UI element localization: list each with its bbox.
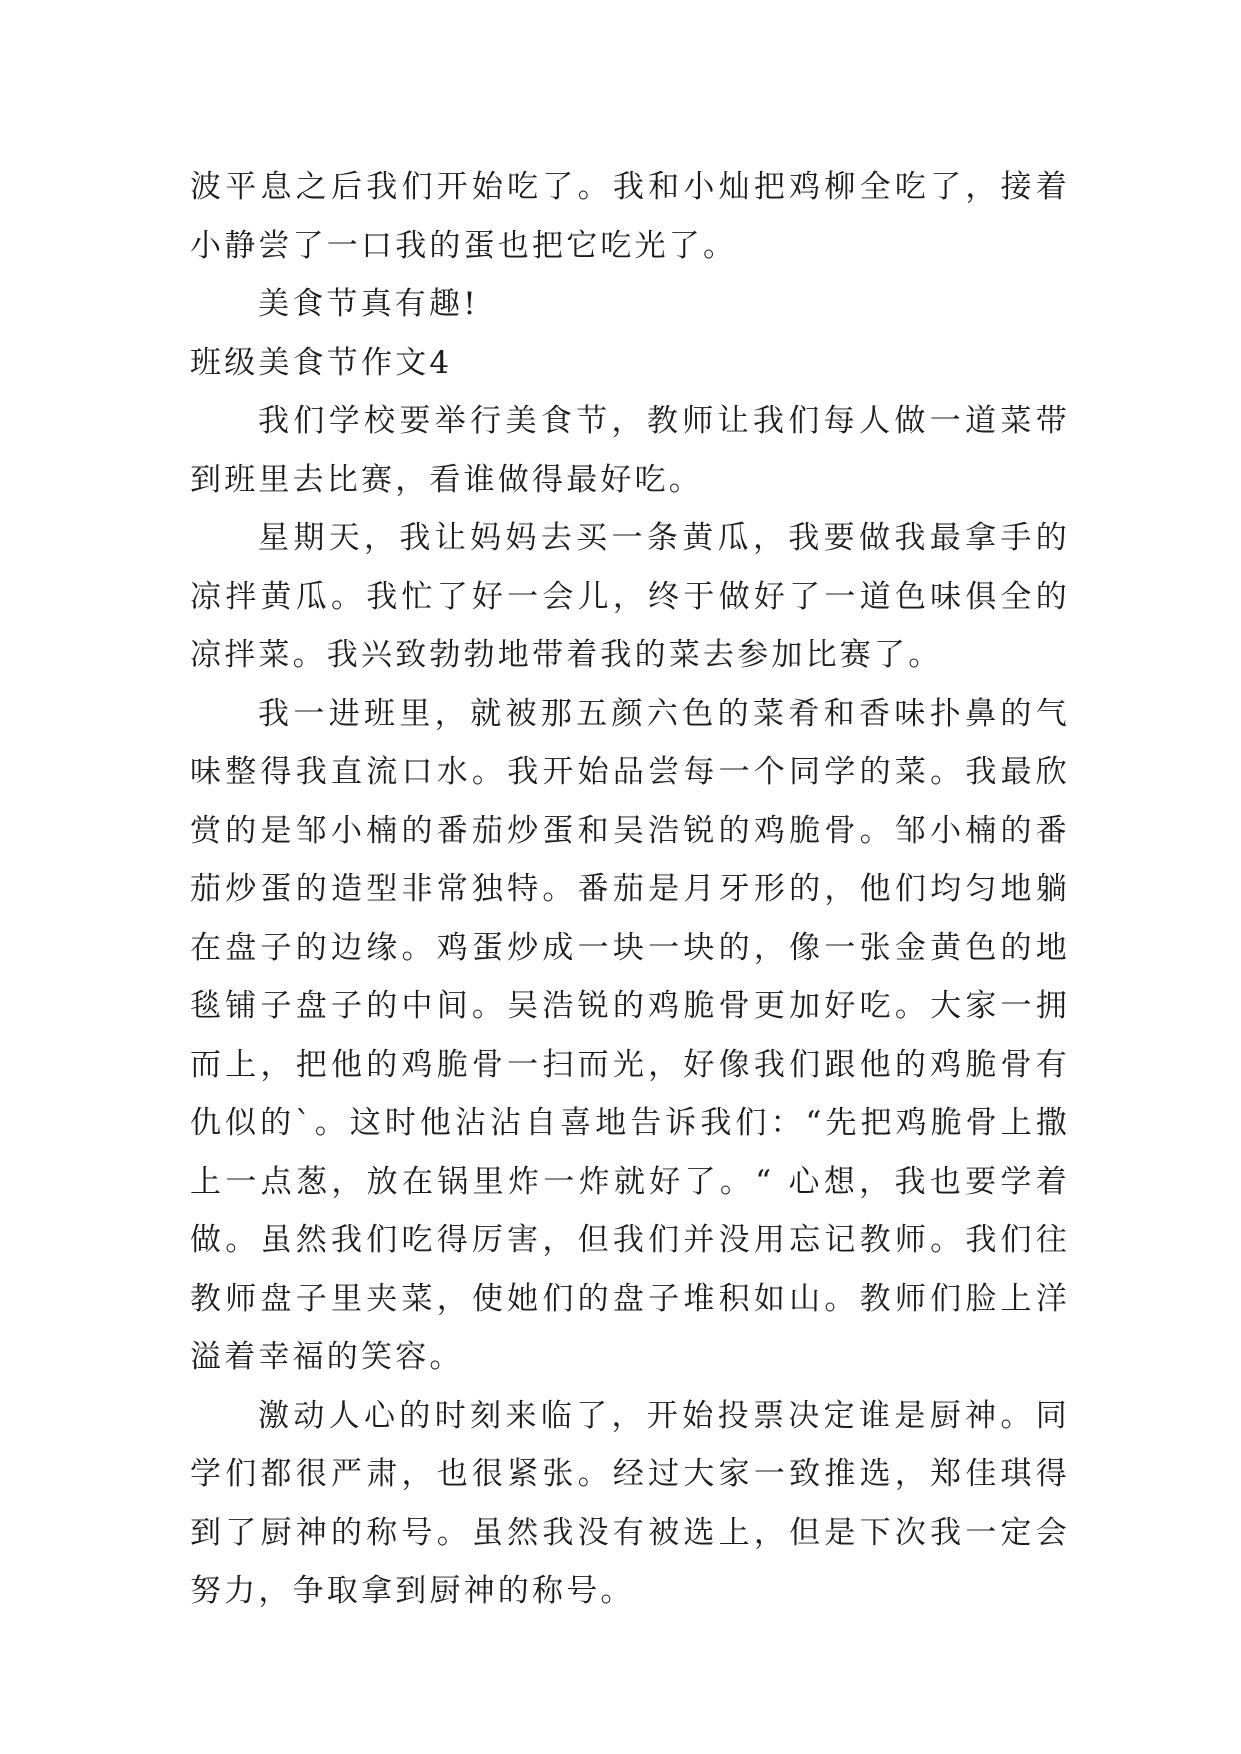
paragraph: 我一进班里，就被那五颜六色的菜肴和香味扑鼻的气味整得我直流口水。我开始品尝每一个同学的菜。我最欣赏的是邹小楠的番茄炒蛋和吴浩锐的鸡脆骨。邹小楠的番茄炒蛋的造型非常独特。番茄是月牙形的，他们均匀地躺在盘子的边缘。鸡蛋炒成一块一块的，像一张金黄色的地毯铺子盘子的中间。吴浩锐的鸡脆骨更加好吃。大家一拥而上，把他的鸡脆骨一扫而光，好像我们跟他的鸡脆骨有仇似的`。这时他沾沾自喜地告诉我们：“先把鸡脆骨上撒上一点葱，放在锅里炸一炸就好了。“ 心想，我也要学着做。虽然我们吃得厉害，但我们并没用忘记教师。我们往教师盘子里夹菜，使她们的盘子堆积如山。教师们脸上洋溢着幸福的笑容。 [190,695,1070,1375]
paragraph: 激动人心的时刻来临了，开始投票决定谁是厨神。同学们都很严肃，也很紧张。经过大家一致推选，郑佳琪得到了厨神的称号。虽然我没有被选上，但是下次我一定会努力，争取拿到厨神的称号。 [190,1397,1070,1609]
paragraph-continuation: 波平息之后我们开始吃了。我和小灿把鸡柳全吃了，接着小静尝了一口我的蛋也把它吃光了。 [190,169,1070,264]
paragraph: 我们学校要举行美食节，教师让我们每人做一道菜带到班里去比赛，看谁做得最好吃。 [190,403,1070,498]
paragraph-closing: 美食节真有趣! [258,286,479,322]
paragraph: 星期天，我让妈妈去买一条黄瓜，我要做我最拿手的凉拌黄瓜。我忙了好一会儿，终于做好了一道色味俱全的凉拌菜。我兴致勃勃地带着我的菜去参加比赛了。 [190,520,1070,673]
document-body [190,158,1070,1621]
essay-heading: 班级美食节作文4 [190,344,453,381]
